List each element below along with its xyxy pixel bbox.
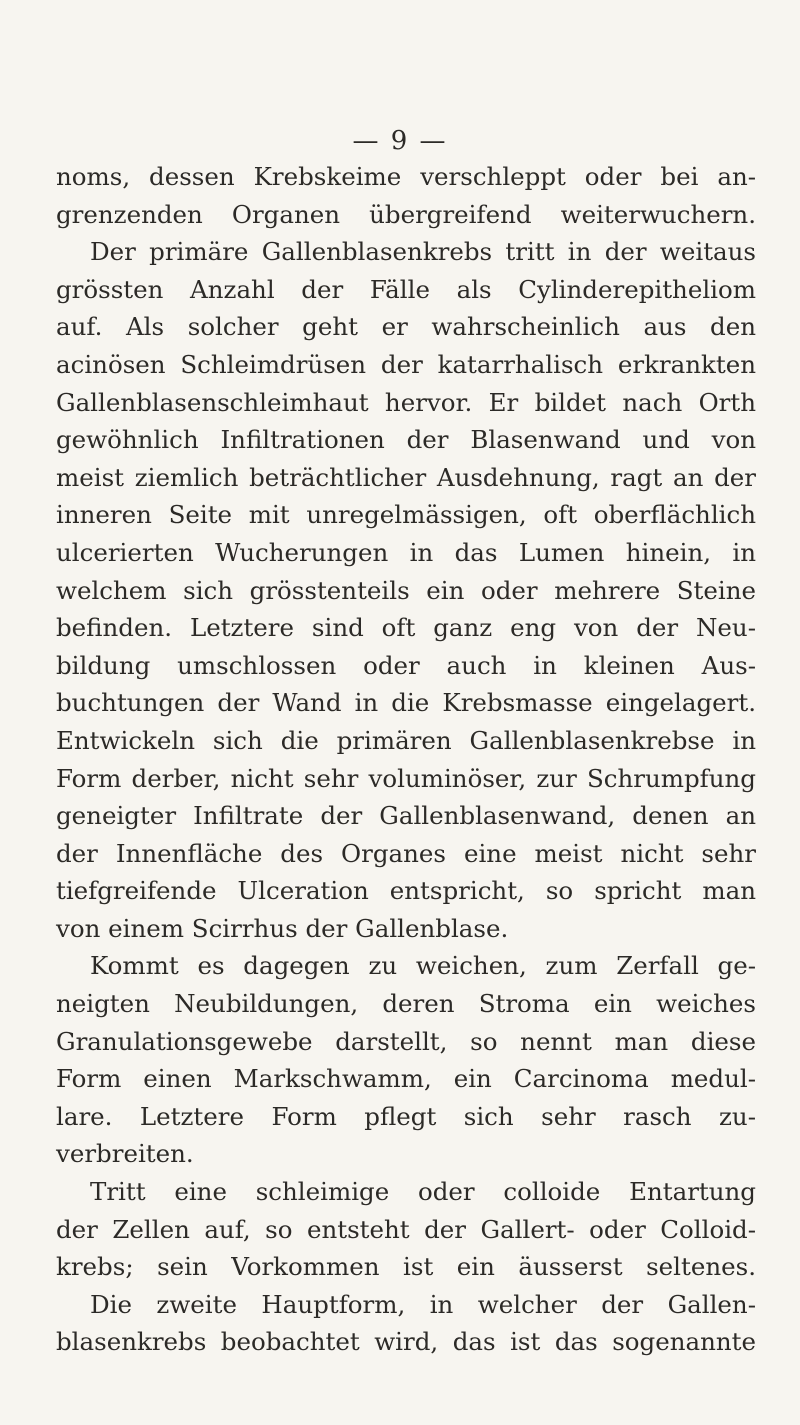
text-line: Tritt eine schleimige oder colloide Entartung xyxy=(90,1177,756,1207)
text-line: gewöhnlich Infiltrationen der Blasenwand und von xyxy=(56,425,756,455)
text-line: Gallenblasenschleimhaut hervor. Er bildet nach Orth xyxy=(56,387,756,417)
text-line: grenzenden Organen übergreifend weiterwuchern. xyxy=(56,199,756,229)
text-line: befinden. Letztere sind oft ganz eng von der Neu- xyxy=(56,613,756,643)
text-line: tiefgreifende Ulceration entspricht, so spricht man xyxy=(56,876,756,906)
body-text xyxy=(56,158,756,1361)
text-line: inneren Seite mit unregelmässigen, oft oberflächlich xyxy=(56,500,756,530)
text-line: meist ziemlich beträchtlicher Ausdehnung, ragt an der xyxy=(56,462,756,492)
text-line: auf. Als solcher geht er wahrscheinlich aus den xyxy=(56,312,756,342)
text-line: Form einen Markschwamm, ein Carcinoma medul- xyxy=(56,1064,756,1094)
text-line: verbreiten. xyxy=(56,1139,194,1169)
page-number: — 9 — xyxy=(352,126,448,156)
text-line: ulcerierten Wucherungen in das Lumen hinein, in xyxy=(56,537,756,567)
text-line: grössten Anzahl der Fälle als Cylinderepitheliom xyxy=(56,274,756,304)
text-line: bildung umschlossen oder auch in kleinen Aus- xyxy=(56,650,756,680)
text-line: lare. Letztere Form pflegt sich sehr rasch zu- xyxy=(56,1101,756,1131)
text-line: geneigter Infiltrate der Gallenblasenwand, denen an xyxy=(56,801,756,831)
text-line: Entwickeln sich die primären Gallenblasenkrebse in xyxy=(56,725,756,755)
text-line: krebs; sein Vorkommen ist ein äusserst seltenes. xyxy=(56,1252,756,1282)
text-line: noms, dessen Krebskeime verschleppt oder bei an- xyxy=(56,162,756,191)
text-line: Kommt es dagegen zu weichen, zum Zerfall ge- xyxy=(90,951,756,981)
text-line: der Zellen auf, so entsteht der Gallert- oder Colloid- xyxy=(56,1214,756,1244)
text-line: Granulationsgewebe darstellt, so nennt man diese xyxy=(56,1026,756,1056)
text-line: Der primäre Gallenblasenkrebs tritt in der weitaus xyxy=(90,237,756,267)
text-line: Die zweite Hauptform, in welcher der Gallen- xyxy=(90,1289,756,1319)
text-line: der Innenfläche des Organes eine meist nicht sehr xyxy=(56,838,756,868)
text-line: buchtungen der Wand in die Krebsmasse eingelagert. xyxy=(56,688,756,718)
text-line: Form derber, nicht sehr voluminöser, zur Schrumpfung xyxy=(56,763,756,793)
text-line: welchem sich grösstenteils ein oder mehrere Steine xyxy=(56,575,756,605)
text-line: acinösen Schleimdrüsen der katarrhalisch erkrankten xyxy=(56,349,756,379)
text-line: blasenkrebs beobachtet wird, das ist das sogenannte xyxy=(56,1327,756,1357)
text-line: neigten Neubildungen, deren Stroma ein weiches xyxy=(56,989,756,1019)
text-line: von einem Scirrhus der Gallenblase. xyxy=(56,913,509,943)
